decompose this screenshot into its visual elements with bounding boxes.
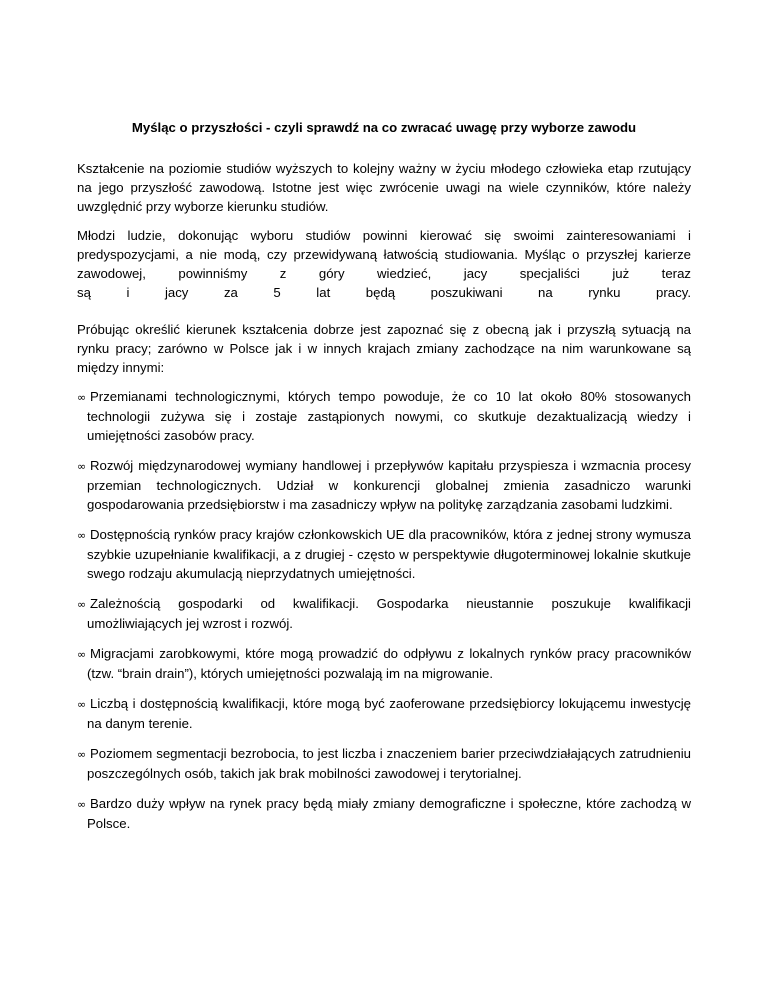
- list-item-text: Poziomem segmentacji bezrobocia, to jest liczba i znaczeniem barier przeciwdziałających zatrudnieniu poszczególnych osób, takich jak brak mobilności zawodowej i terytorialnej.: [87, 746, 691, 781]
- paragraph-labor-market: Próbując określić kierunek kształcenia dobrze jest zapoznać się z obecną jak i przyszłą sytuacją na rynku pracy; zarówno w Polsce jak i w innych krajach zmiany zachodzące na nim warunkowane są między innymi:: [77, 322, 691, 375]
- list-item-text: Zależnością gospodarki od kwalifikacji. Gospodarka nieustannie poszukuje kwalifikacji umożliwiających jej wzrost i rozwój.: [87, 596, 691, 631]
- paragraph-young-people: [77, 226, 691, 302]
- paragraph-young-people-last-line: są i jacy za 5 lat będą poszukiwani na rynku pracy.: [77, 285, 691, 300]
- list-item-text: Migracjami zarobkowymi, które mogą prowadzić do odpływu z lokalnych rynków pracy pracowników (tzw. “brain drain”), których umiejętności pozwalają im na migrowanie.: [87, 646, 691, 681]
- infinity-bullet-icon: ∞: [77, 798, 87, 811]
- list-item: [77, 644, 691, 683]
- list-item-text: Liczbą i dostępnością kwalifikacji, które mogą być zaoferowane przedsiębiorcy lokującemu inwestycję na danym terenie.: [87, 696, 691, 731]
- paragraph-intro: Kształcenie na poziomie studiów wyższych to kolejny ważny w życiu młodego człowieka etap rzutujący na jego przyszłość zawodową. Istotne jest więc zwrócenie uwagi na wiele czynników, które należy uwzględnić przy wyborze kierunku studiów.: [77, 161, 691, 214]
- infinity-bullet-icon: ∞: [77, 460, 87, 473]
- list-item: [77, 794, 691, 833]
- list-item: [77, 456, 691, 514]
- list-item-text: Bardzo duży wpływ na rynek pracy będą miały zmiany demograficzne i społeczne, które zachodzą w Polsce.: [87, 796, 691, 831]
- infinity-bullet-icon: ∞: [77, 391, 87, 404]
- infinity-bullet-icon: ∞: [77, 598, 87, 611]
- list-item: [77, 594, 691, 633]
- factors-list: [77, 387, 691, 833]
- list-item: [77, 387, 691, 445]
- list-item: [77, 744, 691, 783]
- list-item-text: Dostępnością rynków pracy krajów członkowskich UE dla pracowników, która z jednej strony wymusza szybkie uzupełnianie kwalifikacji, a z drugiej - często w perspektywie długoterminowej lokalnie skutkuje swego rodzaju akumulacją nieprzydatnych umiejętności.: [87, 527, 691, 581]
- list-item-text: Rozwój międzynarodowej wymiany handlowej i przepływów kapitału przyspiesza i wzmacnia procesy przemian technologicznych. Udział w konkurencji globalnej zmienia zasadniczo warunki gospodarowania przedsiębiorstw i ma zasadniczy wpływ na politykę zarządzania zasobami ludzkimi.: [87, 458, 691, 512]
- infinity-bullet-icon: ∞: [77, 698, 87, 711]
- list-item: [77, 694, 691, 733]
- list-item-text: Przemianami technologicznymi, których tempo powoduje, że co 10 lat około 80% stosowanych technologii zużywa się i zostaje zastąpionych nowymi, co skutkuje dezaktualizacją wiedzy i umiejętności zasobów pracy.: [87, 389, 691, 443]
- infinity-bullet-icon: ∞: [77, 748, 87, 761]
- list-item: [77, 525, 691, 583]
- paragraph-young-people-text: Młodzi ludzie, dokonując wyboru studiów powinni kierować się swoimi zainteresowaniami i predyspozycjami, a nie modą, czy przewidywaną łatwością studiowania. Myśląc o przyszłej karierze zawodowej, powinniśmy z góry wiedzieć, jacy specjaliści już teraz: [77, 228, 691, 281]
- infinity-bullet-icon: ∞: [77, 529, 87, 542]
- infinity-bullet-icon: ∞: [77, 648, 87, 661]
- document-page: [77, 119, 691, 844]
- document-title: Myśląc o przyszłości - czyli sprawdź na co zwracać uwagę przy wyborze zawodu: [131, 120, 637, 135]
